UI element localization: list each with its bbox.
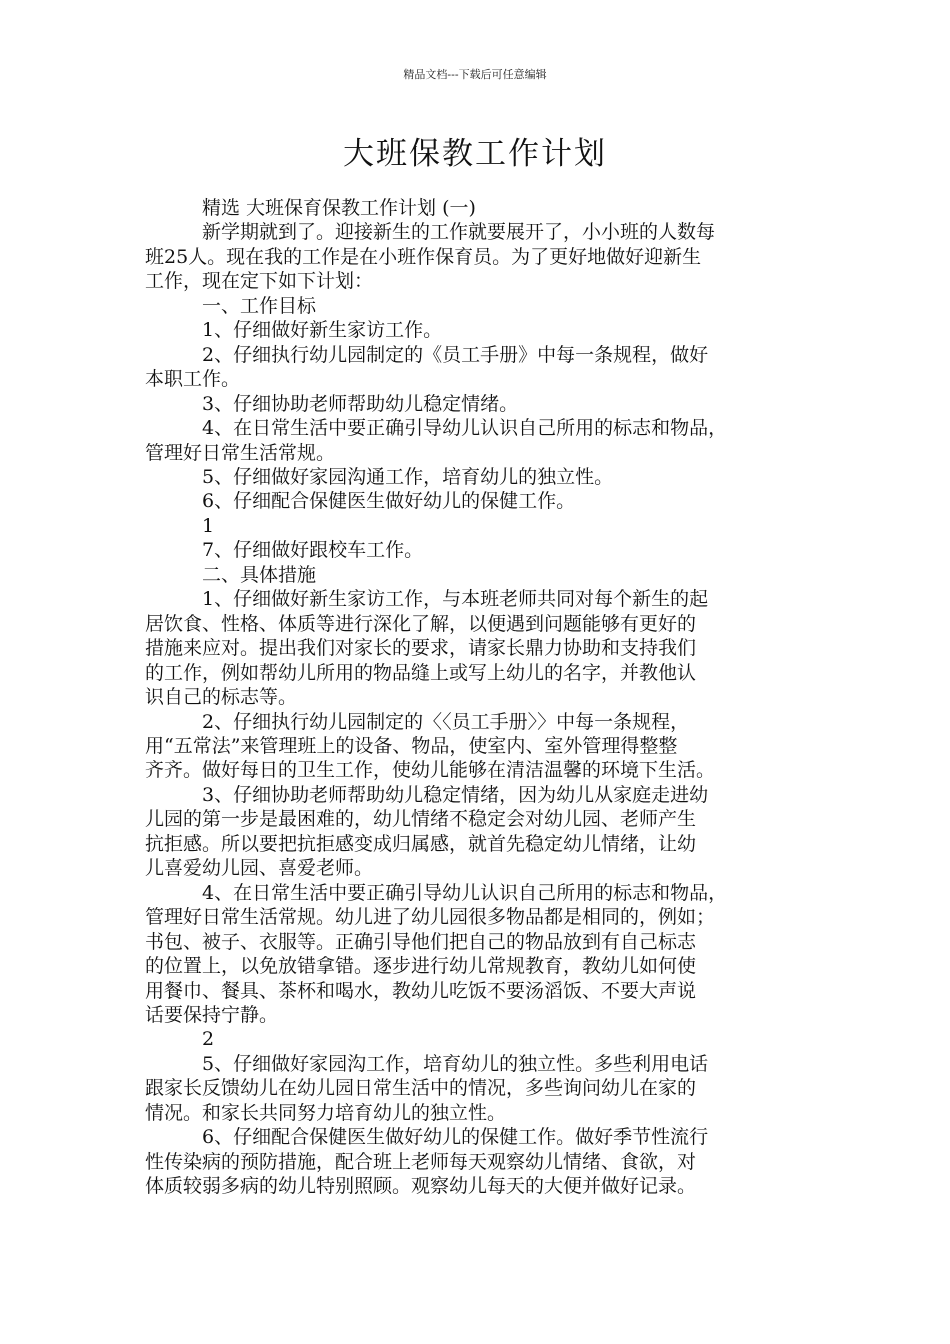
text-line: 1	[202, 514, 215, 537]
text-line: 儿园的第一步是最困难的，幼儿情绪不稳定会对幼儿园、老师产生	[145, 808, 697, 831]
text-line: 2、仔细执行幼儿园制定的《员工手册》中每一条规程，做好	[202, 343, 709, 366]
text-line: 5、仔细做好家园沟工作，培育幼儿的独立性。多些利用电话	[202, 1052, 709, 1075]
text-line: 二、具体措施	[202, 563, 317, 586]
text-line: 7、仔细做好跟校车工作。	[202, 539, 424, 562]
text-line: 体质较弱多病的幼儿特别照顾。观察幼儿每天的大便并做好记录。	[145, 1175, 697, 1198]
text-line: 情况。和家长共同努力培育幼儿的独立性。	[145, 1101, 507, 1124]
text-line: 儿喜爱幼儿园、喜爱老师。	[145, 857, 374, 880]
document-body	[145, 196, 810, 1199]
text-line: 5、仔细做好家园沟通工作，培育幼儿的独立性。	[202, 465, 614, 488]
text-line: 2	[202, 1028, 215, 1051]
text-line: 一、工作目标	[202, 294, 317, 317]
text-line: 抗拒感。所以要把抗拒感变成归属感，就首先稳定幼儿情绪，让幼	[145, 832, 697, 855]
text-line: 用餐巾、餐具、茶杯和喝水，教幼儿吃饭不要汤滔饭、不要大声说	[145, 979, 697, 1002]
text-line: 的位置上，以免放错拿错。逐步进行幼儿常规教育，教幼儿如何使	[145, 955, 697, 978]
text-line: 工作，现在定下如下计划：	[145, 270, 374, 293]
text-line: 新学期就到了。迎接新生的工作就要展开了，小小班的人数每	[202, 221, 716, 244]
text-line: 居饮食、性格、体质等进行深化了解，以便遇到问题能够有更好的	[145, 612, 697, 635]
text-line: 6、仔细配合保健医生做好幼儿的保健工作。	[202, 490, 576, 513]
text-line: 的工作，例如帮幼儿所用的物品缝上或写上幼儿的名字，并教他认	[145, 661, 697, 684]
text-line: 本职工作。	[145, 368, 241, 391]
text-line: 1、仔细做好新生家访工作。	[202, 319, 443, 342]
document-title: 大班保教工作计划	[343, 136, 607, 172]
text-line: 用“五常法”来管理班上的设备、物品，使室内、室外管理得整整	[145, 734, 678, 757]
text-line: 管理好日常生活常规。	[145, 441, 336, 464]
text-line: 3、仔细协助老师帮助幼儿稳定情绪。	[202, 392, 519, 415]
text-line: 4、在日常生活中要正确引导幼儿认识自己所用的标志和物品，	[202, 881, 728, 904]
text-line: 措施来应对。提出我们对家长的要求，请家长鼎力协助和支持我们	[145, 637, 697, 660]
text-line: 管理好日常生活常规。幼儿进了幼儿园很多物品都是相同的，例如；	[145, 906, 716, 929]
header-note: 精品文档---下载后可任意编辑	[403, 68, 547, 81]
text-line: 4、在日常生活中要正确引导幼儿认识自己所用的标志和物品，	[202, 417, 728, 440]
text-line: 书包、被子、衣服等。正确引导他们把自己的物品放到有自己标志	[145, 930, 697, 953]
text-line: 6、仔细配合保健医生做好幼儿的保健工作。做好季节性流行	[202, 1126, 709, 1149]
text-line: 跟家长反馈幼儿在幼儿园日常生活中的情况，多些询问幼儿在家的	[145, 1077, 697, 1100]
text-line: 识自己的标志等。	[145, 686, 298, 709]
text-line: 1、仔细做好新生家访工作，与本班老师共同对每个新生的起	[202, 588, 709, 611]
text-line: 3、仔细协助老师帮助幼儿稳定情绪，因为幼儿从家庭走进幼	[202, 783, 709, 806]
text-line: 班25人。现在我的工作是在小班作保育员。为了更好地做好迎新生	[145, 245, 702, 268]
text-line: 齐齐。做好每日的卫生工作，使幼儿能够在清洁温馨的环境下生活。	[145, 759, 716, 782]
text-line: 性传染病的预防措施，配合班上老师每天观察幼儿情绪、食欲，对	[145, 1150, 697, 1173]
text-line: 话要保持宁静。	[145, 1003, 279, 1026]
text-line: 2、仔细执行幼儿园制定的〈〈员工手册〉〉中每一条规程，	[202, 710, 690, 733]
text-line: 精选 大班保育保教工作计划 (一)	[202, 197, 476, 219]
